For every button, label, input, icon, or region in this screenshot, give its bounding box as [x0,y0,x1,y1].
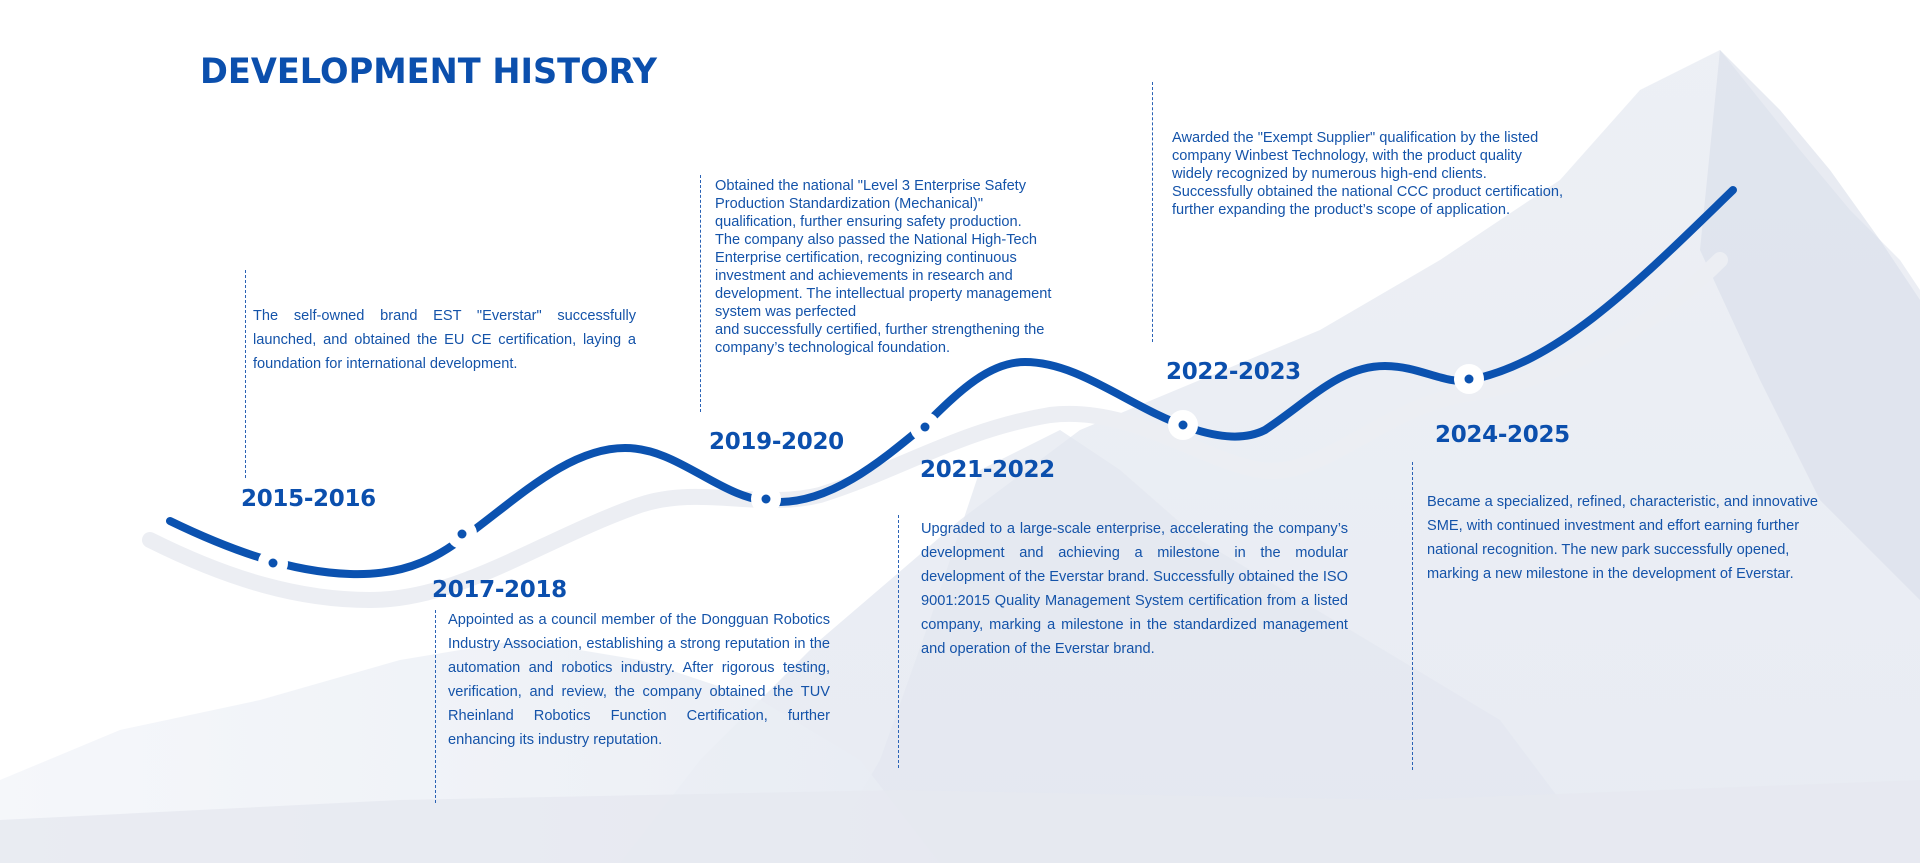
page-title: DEVELOPMENT HISTORY [200,52,658,92]
milestone-dot-3 [751,484,781,514]
milestone-dot-6 [1454,364,1484,394]
milestone-1-description: The self-owned brand EST "Everstar" successfully launched, and obtained the EU CE certification, laying a foundation for international development. [253,308,636,372]
milestone-5-years: 2022-2023 [1166,359,1301,385]
milestone-dot-5 [1168,410,1198,440]
milestone-4-description: Upgraded to a large-scale enterprise, accelerating the company’s development and achieving a milestone in the modular development of the Everstar brand. Successfully obtained the ISO 9001:2015 Quality Management System certification from a listed company, marking a milestone in the standardized management and operation of the Everstar brand. [921,521,1348,657]
milestone-5-description: Awarded the "Exempt Supplier" qualification by the listed company Winbest Technology, with the product quality widely recognized by numerous high-end clients. Successfully obtained the national CCC product certification, further expanding the product’s scope of application. [1172,130,1563,218]
milestone-6-years: 2024-2025 [1435,422,1570,448]
milestone-6-connector [1412,462,1413,770]
milestone-1-years: 2015-2016 [241,486,376,512]
milestone-4-years: 2021-2022 [920,457,1055,483]
milestone-6-description: Became a specialized, refined, characteristic, and innovative SME, with continued investment and effort earning further national recognition. The new park successfully opened, marking a new milestone in the development of Everstar. [1427,494,1818,582]
milestone-3-connector [700,175,701,412]
milestone-2-years: 2017-2018 [432,577,567,603]
milestone-dot-4 [910,412,940,442]
milestone-2-connector [435,610,436,803]
milestone-1-connector [245,270,246,478]
milestone-5-connector [1152,82,1153,342]
milestone-3-years: 2019-2020 [709,429,844,455]
milestone-dot-2 [447,519,477,549]
milestone-3-description: Obtained the national "Level 3 Enterprise Safety Production Standardization (Mechanical)" qualification, further ensuring safety production. The company also passed the National High-Tech Enterprise certification, recognizing continuous investment and achievements in research and development. The intellectual property management system was perfected and successfully certified, further strengthening the company’s technological foundation. [715,178,1052,356]
milestone-dot-1 [258,548,288,578]
milestone-2-description: Appointed as a council member of the Dongguan Robotics Industry Association, establishing a strong reputation in the automation and robotics industry. After rigorous testing, verification, and review, the company obtained the TUV Rheinland Robotics Function Certification, further enhancing its industry reputation. [448,612,830,748]
milestone-4-connector [898,515,899,768]
